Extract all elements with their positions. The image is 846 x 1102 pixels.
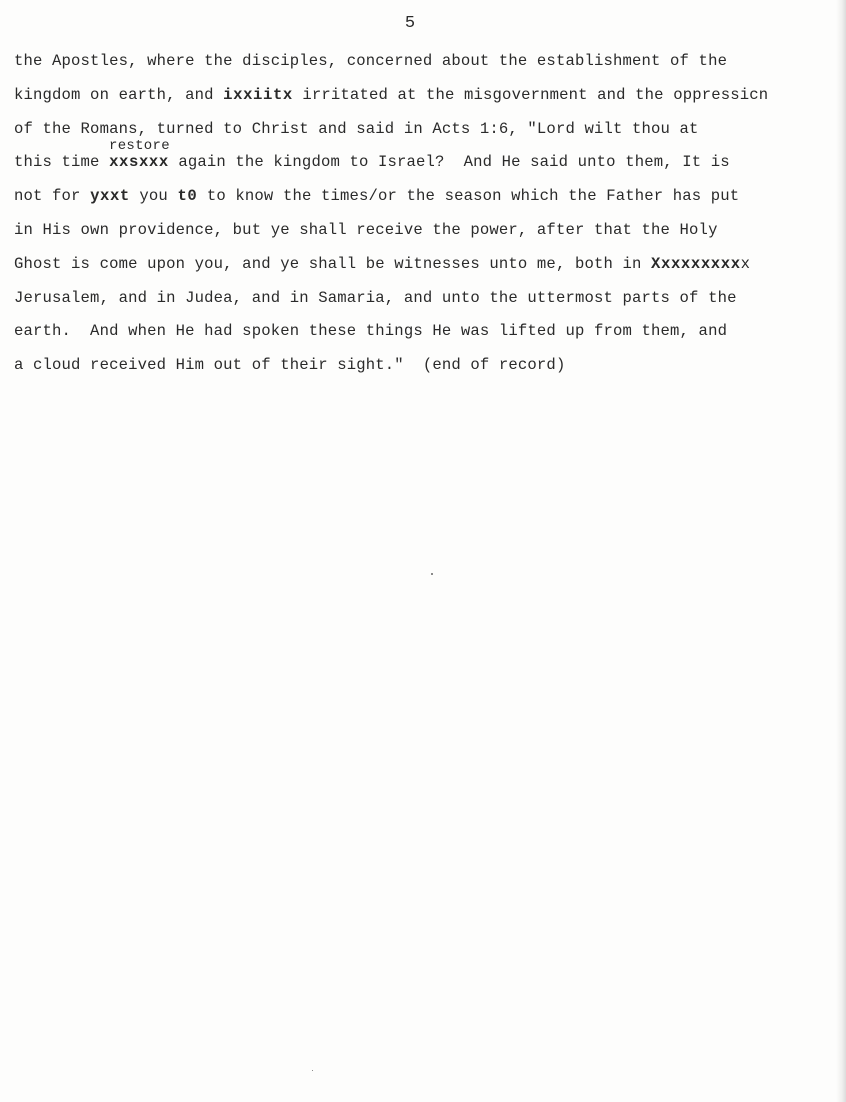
text-segment: again the kingdom to Israel? And He said unto them, It is [168,153,730,172]
interlinear-insertion: restore [109,138,170,154]
struck-out-text: ixxiitx [223,85,293,104]
page-number: 5 [404,14,416,33]
text-segment: you [129,187,178,206]
text-segment: to know the times/or the season which the Father has put [197,187,740,206]
text-line [14,183,834,217]
text-line [14,285,834,319]
text-line [14,352,834,386]
text-segment: Jerusalem, and in Judea, and in Samaria, and unto the uttermost parts of the [14,288,737,307]
text-segment: kingdom on earth, and [14,85,224,104]
typed-text-body [14,48,834,386]
struck-out-text: Xxxxxxxxx [651,254,741,273]
text-line [14,251,834,285]
text-segment: of the Romans, turned to Christ and said in Acts 1:6, "Lord wilt thou at [14,119,699,138]
text-segment: irritated at the misgovernment and the oppressicn [292,85,769,104]
text-segment: earth. And when He had spoken these things He was lifted up from them, and [14,322,728,341]
text-segment: not for [14,187,91,206]
struck-out-text: yxxt [90,187,130,206]
text-segment: x [740,254,751,273]
text-line [14,48,834,82]
text-segment: a cloud received Him out of their sight." (end of record) [14,356,566,375]
text-segment: this time [14,153,110,172]
page-edge-shadow [836,0,846,1102]
text-line [14,116,834,150]
text-line [14,149,834,183]
text-segment: in His own providence, but ye shall receive the power, after that the Holy [14,220,718,239]
text-line [14,217,834,251]
paper-speck [431,573,433,575]
text-segment: Ghost is come upon you, and ye shall be witnesses unto me, both in [14,254,652,273]
struck-out-text: xxsxxx [109,153,169,172]
text-segment: the Apostles, where the disciples, concerned about the establishment of the [14,52,728,70]
text-line [14,318,834,352]
paper-speck [312,1070,313,1071]
struck-out-text: t0 [177,187,198,206]
text-line [14,82,834,116]
